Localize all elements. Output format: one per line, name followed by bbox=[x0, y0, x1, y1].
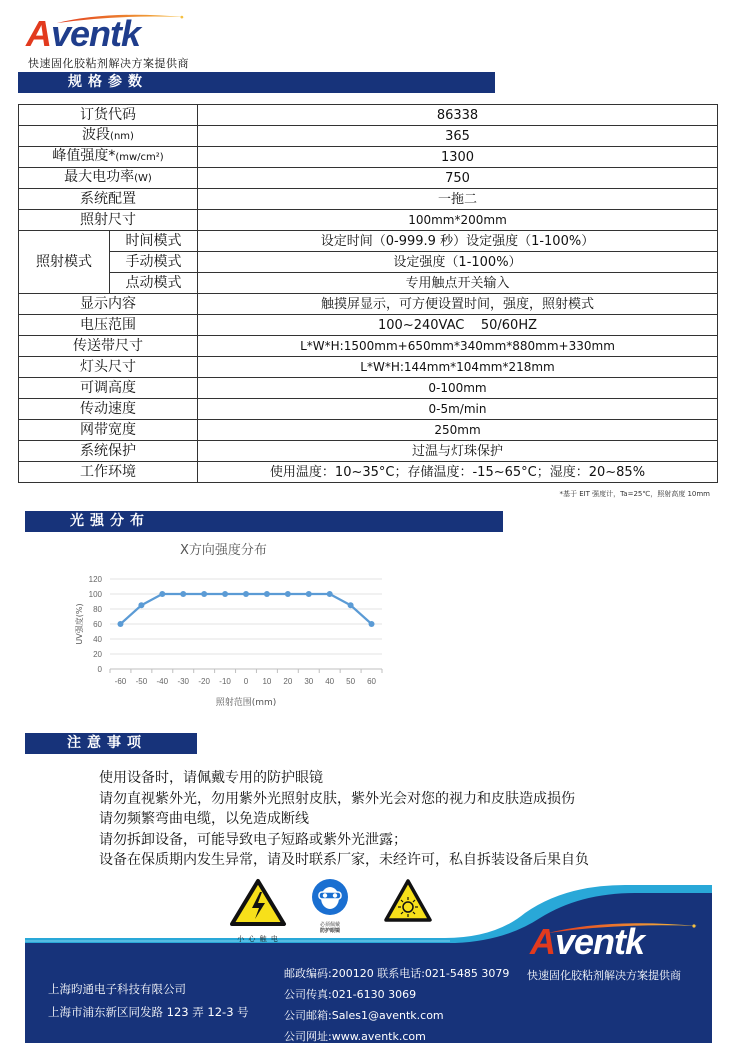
spec-label: 订货代码 bbox=[19, 105, 198, 126]
x-tick-label: -20 bbox=[198, 677, 210, 686]
spec-sublabel: 时间模式 bbox=[110, 231, 198, 252]
note-item: 请勿直视紫外光，勿用紫外光照射皮肤，紫外光会对您的视力和皮肤造成损伤 bbox=[99, 790, 575, 807]
spec-label-text: 峰值强度* bbox=[52, 148, 116, 164]
table-row bbox=[19, 336, 718, 357]
table-row bbox=[19, 168, 718, 189]
footer-tagline: 快速固化胶粘剂解决方案提供商 bbox=[527, 969, 681, 982]
spec-sublabel: 手动模式 bbox=[110, 252, 198, 273]
spec-label: 电压范围 bbox=[19, 315, 198, 336]
spec-value: 设定强度（1-100%） bbox=[198, 252, 718, 273]
spec-value: 设定时间（0-999.9 秒）设定强度（1-100%） bbox=[198, 231, 718, 252]
brand-logo bbox=[26, 8, 196, 52]
table-row bbox=[19, 399, 718, 420]
spec-value: 触摸屏显示，可方便设置时间，强度，照射模式 bbox=[198, 294, 718, 315]
table-row bbox=[19, 462, 718, 483]
spec-label: 灯头尺寸 bbox=[19, 357, 198, 378]
data-point bbox=[369, 621, 375, 627]
spec-label-mode-group: 照射模式 bbox=[19, 231, 110, 294]
spec-label: 系统配置 bbox=[19, 189, 198, 210]
table-row bbox=[19, 252, 718, 273]
note-item: 请勿拆卸设备，可能导致电子短路或紫外光泄露； bbox=[99, 831, 407, 848]
x-tick-label: 40 bbox=[325, 677, 335, 686]
data-point bbox=[201, 591, 207, 597]
spec-label bbox=[19, 147, 198, 168]
x-tick-label: 20 bbox=[283, 677, 293, 686]
footer-email[interactable]: 公司邮箱:Sales1@aventk.com bbox=[284, 1009, 444, 1022]
x-tick-label: -50 bbox=[135, 677, 148, 686]
y-axis-label: UV强度(%) bbox=[75, 603, 84, 645]
section-title-light-distribution: 光强分布 bbox=[25, 511, 503, 532]
spec-value: 250mm bbox=[198, 420, 718, 441]
spec-label: 网带宽度 bbox=[19, 420, 198, 441]
section-title-specs: 规格参数 bbox=[18, 72, 495, 93]
chart-title: X方向强度分布 bbox=[180, 543, 267, 558]
spec-value: 过温与灯珠保护 bbox=[198, 441, 718, 462]
table-row bbox=[19, 294, 718, 315]
data-point bbox=[327, 591, 333, 597]
y-tick-label: 100 bbox=[88, 590, 102, 599]
x-tick-label: 60 bbox=[367, 677, 376, 686]
data-point bbox=[180, 591, 186, 597]
spec-value: 使用温度：10~35°C；存储温度：-15~65°C；湿度：20~85% bbox=[198, 462, 718, 483]
x-tick-label: -40 bbox=[156, 677, 169, 686]
data-point bbox=[348, 602, 354, 608]
table-row bbox=[19, 210, 718, 231]
logo-wordmark: ventk bbox=[555, 921, 645, 962]
section-title-notes: 注意事项 bbox=[25, 733, 197, 754]
spec-footnote: *基于 EIT 强度计，Ta=25℃，照射高度 10mm bbox=[559, 490, 710, 498]
spec-value: 专用触点开关输入 bbox=[198, 273, 718, 294]
data-point bbox=[159, 591, 165, 597]
spec-unit: (nm) bbox=[110, 131, 134, 142]
table-row bbox=[19, 357, 718, 378]
x-axis-label: 照射范围(mm) bbox=[215, 698, 277, 708]
footer-company-name: 上海昀通电子科技有限公司 bbox=[48, 982, 186, 996]
table-row bbox=[19, 189, 718, 210]
logo-letter-a: A bbox=[26, 13, 51, 54]
spec-label: 显示内容 bbox=[19, 294, 198, 315]
y-tick-label: 60 bbox=[93, 620, 102, 629]
note-item: 设备在保质期内发生异常，请及时联系厂家，未经许可，私自拆装设备后果自负 bbox=[99, 852, 589, 868]
logo-wordmark: ventk bbox=[51, 13, 141, 54]
spec-sublabel: 点动模式 bbox=[110, 273, 198, 294]
table-row bbox=[19, 126, 718, 147]
spec-value: 365 bbox=[198, 126, 718, 147]
spec-label: 可调高度 bbox=[19, 378, 198, 399]
data-point bbox=[117, 621, 123, 627]
spec-value: 1300 bbox=[198, 147, 718, 168]
x-tick-label: 30 bbox=[304, 677, 314, 686]
spec-table bbox=[18, 104, 718, 483]
spec-value: 0-100mm bbox=[198, 378, 718, 399]
y-tick-label: 120 bbox=[88, 575, 102, 584]
spec-unit: (W) bbox=[134, 173, 152, 184]
notes-list bbox=[99, 768, 589, 871]
spec-value: 750 bbox=[198, 168, 718, 189]
spec-label: 传动速度 bbox=[19, 399, 198, 420]
spec-value: 86338 bbox=[198, 105, 718, 126]
spec-label bbox=[19, 168, 198, 189]
spec-value: 100mm*200mm bbox=[198, 210, 718, 231]
y-tick-label: 0 bbox=[97, 665, 102, 674]
table-row bbox=[19, 315, 718, 336]
logo-letter-a: A bbox=[530, 921, 555, 962]
data-point bbox=[285, 591, 291, 597]
high-voltage-warning-icon bbox=[228, 878, 288, 944]
y-tick-label: 80 bbox=[93, 605, 102, 614]
data-point bbox=[306, 591, 312, 597]
x-tick-label: 10 bbox=[262, 677, 272, 686]
chart-plot bbox=[70, 535, 400, 720]
y-tick-label: 40 bbox=[93, 635, 102, 644]
table-row bbox=[19, 273, 718, 294]
data-point bbox=[264, 591, 270, 597]
spec-value: 100~240VAC 50/60HZ bbox=[198, 315, 718, 336]
icon-caption: 小 心 触 电 bbox=[237, 935, 279, 943]
icon-caption-line: 防护眼镜 bbox=[319, 928, 340, 934]
x-tick-label: -60 bbox=[114, 677, 127, 686]
footer-website[interactable]: 公司网址:www.aventk.com bbox=[284, 1030, 426, 1043]
y-tick-label: 20 bbox=[93, 650, 102, 659]
spec-label-text: 波段 bbox=[82, 127, 111, 143]
table-row bbox=[19, 231, 718, 252]
data-point bbox=[222, 591, 228, 597]
x-tick-label: 50 bbox=[346, 677, 356, 686]
warning-icons bbox=[228, 878, 468, 942]
icon-caption-line: 必须佩戴 bbox=[319, 922, 340, 928]
icon-caption bbox=[308, 922, 352, 934]
x-tick-label: -10 bbox=[219, 677, 231, 686]
spec-label-text: 最大电功率 bbox=[64, 169, 135, 185]
table-row bbox=[19, 420, 718, 441]
intensity-chart bbox=[70, 535, 400, 720]
footer-address: 上海市浦东新区同发路 123 弄 12-3 号 bbox=[48, 1005, 249, 1019]
spec-label: 工作环境 bbox=[19, 462, 198, 483]
data-point bbox=[243, 591, 249, 597]
spec-label: 传送带尺寸 bbox=[19, 336, 198, 357]
note-item: 使用设备时，请佩戴专用的防护眼镜 bbox=[99, 770, 323, 786]
spec-value: L*W*H:1500mm+650mm*340mm*880mm+330mm bbox=[198, 336, 718, 357]
table-row bbox=[19, 105, 718, 126]
wear-goggles-icon bbox=[308, 878, 352, 934]
data-point bbox=[138, 602, 144, 608]
spec-label: 照射尺寸 bbox=[19, 210, 198, 231]
table-row bbox=[19, 378, 718, 399]
note-item: 请勿频繁弯曲电缆，以免造成断线 bbox=[99, 811, 309, 827]
x-tick-label: 0 bbox=[243, 677, 249, 686]
spec-value: 一拖二 bbox=[198, 189, 718, 210]
footer-postal-phone: 邮政编码:200120 联系电话:021-5485 3079 bbox=[284, 967, 510, 980]
spec-label bbox=[19, 126, 198, 147]
uv-radiation-warning-icon bbox=[383, 878, 433, 928]
table-row bbox=[19, 147, 718, 168]
spec-label: 系统保护 bbox=[19, 441, 198, 462]
footer-brand-logo bbox=[530, 918, 700, 960]
footer-fax: 公司传真:021-6130 3069 bbox=[284, 988, 417, 1001]
spec-unit: (mw/cm²) bbox=[115, 152, 164, 163]
spec-value: L*W*H:144mm*104mm*218mm bbox=[198, 357, 718, 378]
spec-value: 0-5m/min bbox=[198, 399, 718, 420]
table-row bbox=[19, 441, 718, 462]
x-tick-label: -30 bbox=[177, 677, 190, 686]
brand-tagline: 快速固化胶粘剂解决方案提供商 bbox=[28, 57, 189, 70]
